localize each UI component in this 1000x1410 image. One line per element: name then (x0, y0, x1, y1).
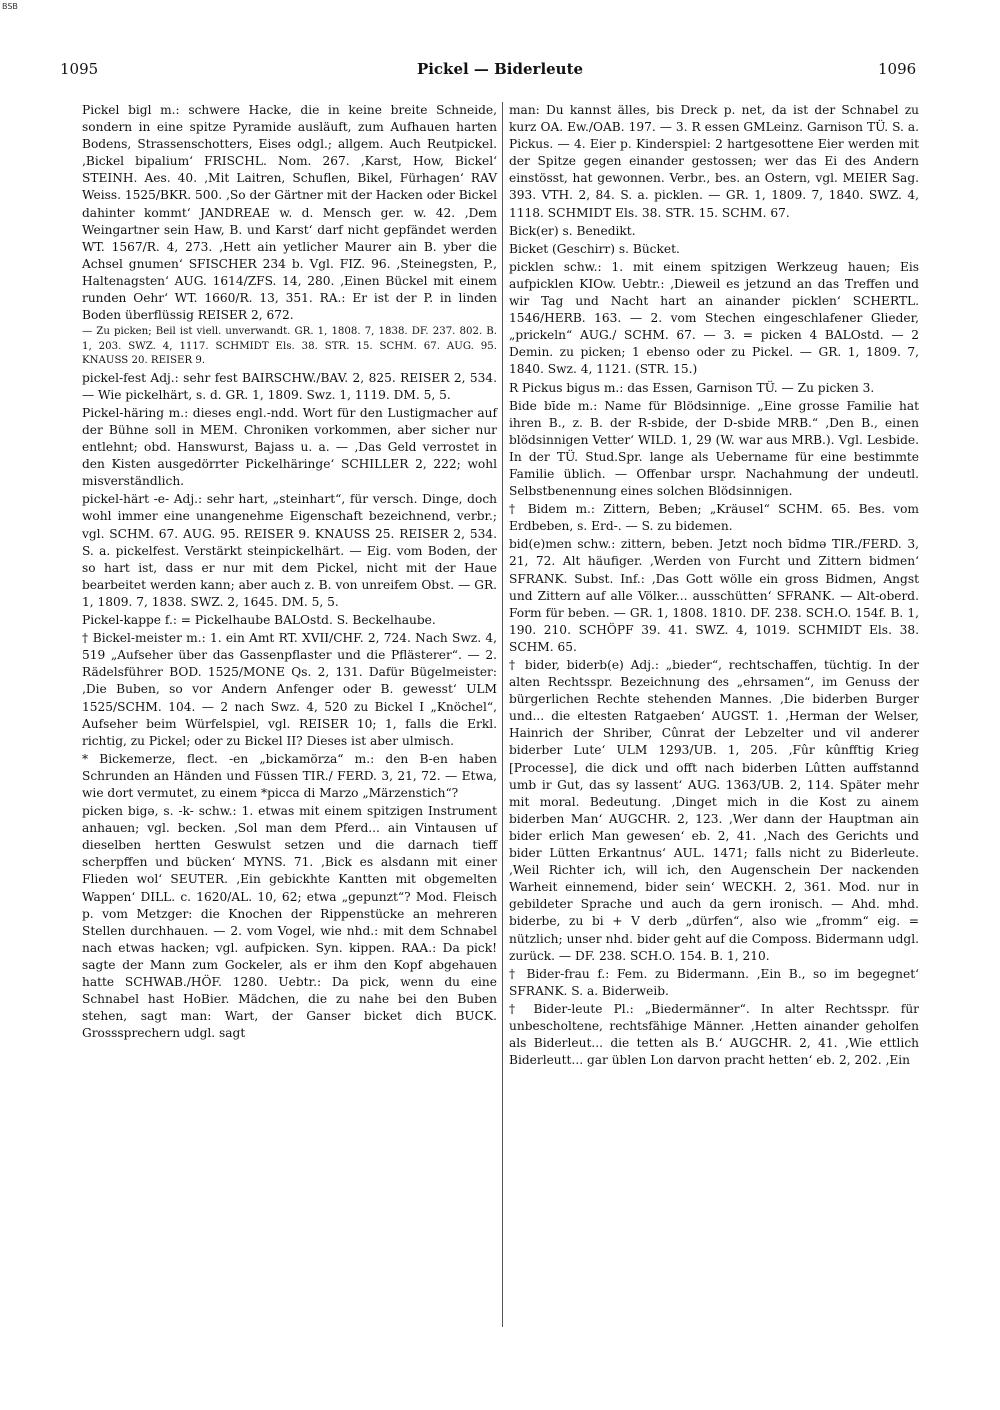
entry-pickel-haering: Pickel-häring m.: dieses engl.-ndd. Wort für den Lustigmacher auf der Bühne soll in MEM. Chroniken vorkommen, aber sicher nur entlehnt; obd. Hanswurst, Bajass u. a. — ‚Das Geld verrostet in den Kisten ausgedörrter Pickelhäringe‘ SCHILLER 2, 222; wohl misverständlich. (82, 405, 497, 489)
entry-bickemerze: * Bickemerze, flect. -en „bickamörza“ m.: den B-en haben Schrunden an Händen und Füssen TIR./ FERD. 3, 21, 72. — Etwa, wie dort vermutet, zu einem *picca di Marzo „Märzenstich“? (82, 751, 497, 800)
left-column (82, 102, 497, 1043)
entry-pickel-fest: pickel-fest Adj.: sehr fest BAIRSCHW./BAV. 2, 825. REISER 2, 534. — Wie pickelhärt, s. d. GR. 1, 1809. Swz. 1, 1119. DM. 5, 5. (82, 370, 497, 402)
entry-bider-frau: † Bider-frau f.: Fem. zu Bidermann. ‚Ein B., so im begegnet‘ SFRANK. S. a. Biderweib. (509, 966, 919, 998)
library-stamp: BSB (2, 2, 18, 11)
entry-picken-continued: man: Du kannst älles, bis Dreck p. net, da ist der Schnabel zu kurz OA. Ew./OAB. 197. — 3. R essen GMLeinz. Garnison TÜ. S. a. Pickus. — 4. Eier p. Kinderspiel: 2 hartgesottene Eier werden mit der Spitze gegen einander gestossen; wer das Ei des Andern einstösst, hat gewonnen. Verbr., bes. an Ostern, vgl. MEIER Sag. 393. VTH. 2, 84. S. a. picklen. — GR. 1, 1809. 7, 1840. SWZ. 4, 1118. SCHMIDT Els. 38. STR. 15. SCHM. 67. (509, 103, 919, 220)
entry-picklen: picklen schw.: 1. mit einem spitzigen Werkzeug hauen; Eis aufpicklen KIOw. Uebtr.: ‚Dieweil es jetzund an das Treffen und wir Tag und Nacht hart an ainander picklen‘ SCHERTL. 1546/HERB. 163. — 2. vom Stechen eingeschlafener Glieder, „prickeln“ AUG./ SCHM. 67. — 3. = picken 4 BALOstd. — 2 Demin. zu picken; 1 ebenso oder zu Pickel. — GR. 1, 1809. 7, 1840. Swz. 4, 1121. (STR. 15.) (509, 259, 919, 377)
entry-picken: picken bigə, s. -k- schw.: 1. etwas mit einem spitzigen Instrument anhauen; vgl. becken. ‚Sol man dem Pferd... ain Vintausen uf dieselben hertten Geswulst setzen und die darnach tieff scherpffen und bücken‘ MYNS. 71. ‚Bick es alsdann mit einer Flieden wol‘ SEUTER. ‚Ein gebickhte Kantten mit obgemelten Wappen‘ DILL. c. 1620/AL. 10, 62; etwa „gepunzt“? Mod. Fleisch p. vom Metzger: die Knochen der Rippenstücke an mehreren Stellen durchhauen. — 2. vom Vogel, wie nhd.: mit dem Schnabel nach etwas hacken; vgl. aufpicken. Syn. kippen. RAA.: Da pick! sagte der Mann zum Gockeler, als er ihm den Kopf abgehauen hatte SCHWAB./HÖF. 1280. Uebtr.: Da pick, wenn du eine Schnabel hast HoBier. Mädchen, die zu nahe bei den Buben stehen, sagt man: Wart, der Ganser bicket dich BUCK. Grosssprechern udgl. sagt (82, 804, 497, 1041)
entry-bide: Bide bīde m.: Name für Blödsinnige. „Eine grosse Familie hat ihren B., z. B. der R-sbide, der D-sbide MRB.“ ‚Den B., einen blödsinnigen Vetter‘ WILD. 1, 29 (W. war aus MRB.). Vgl. Lesbide. In der TÜ. Stud.Spr. lange als Uebername für eine bestimmte Familie üblich. — Offenbar urspr. Nachahmung der undeutl. Selbstbenennung eines solchen Blödsinnigen. (509, 398, 919, 499)
entry-bidem: † Bidem m.: Zittern, Beben; „Kräusel“ SCHM. 65. Bes. vom Erdbeben, s. Erd-. — S. zu bidemen. (509, 502, 919, 534)
page-number-left: 1095 (60, 60, 99, 78)
entry-pickel: Pickel bigl m.: schwere Hacke, die in keine breite Schneide, sondern in eine spitze Pyramide ausläuft, zum Aufhauen harten Bodens, Strassenschotters, Eises odgl.; allgem. Auch Reutpickel. ‚Bickel bipalium‘ FRISCHL. Nom. 267. ‚Karst, How, Bickel‘ STEINH. Aes. 40. ‚Mit Laitren, Schuflen, Bikel, Fürhagen‘ RAV Weiss. 1525/BKR. 500. ‚So der Gärtner mit der Hacken oder Bickel dahinter kommt‘ JANDREAE w. d. Mensch ger. w. 42. ‚Dem Weingartner sein Haw, B. und Karst‘ darf nicht gepfändet werden WT. 1567/R. 4, 273. ‚Hett ain yetlicher Maurer ain B. yber die Achsel gnumen‘ SFISCHER 234 b. Vgl. FIZ. 96. ‚Steinegsten, P., Haltenagsten‘ AUG. 1614/ZFS. 14, 280. ‚Einen Bückel mit einem runden Oehr‘ WT. 1660/R. 13, 351. RA.: Er ist der P. in linden Boden überflüssig REISER 2, 672. (82, 103, 497, 323)
entry-bickel-meister: † Bickel-meister m.: 1. ein Amt RT. XVII/CHF. 2, 724. Nach Swz. 4, 519 „Aufseher über das Gassenpflaster und die Pflästerer“. — 2. Rädelsführer BOD. 1525/MONE Qs. 2, 131. Dafür Bügelmeister: ‚Die Buben, so vor Andern Anfenger oder B. gewesst‘ ULM 1525/SCHM. 104. — 2 nach Swz. 4, 520 zu Bickel I „Knöchel“, Aufseher beim Würfelspiel, vgl. REISER 10; 1, falls die Erkl. richtig, zu Pickel; oder zu Bickel II? Dieses ist aber ulmisch. (82, 631, 497, 748)
page-number-right: 1096 (878, 60, 917, 78)
right-column (509, 102, 919, 1070)
entry-bidemen: bid(e)men schw.: zittern, beben. Jetzt noch bīdmə TIR./FERD. 3, 21, 72. Alt häufiger. ‚Werden von Furcht und Zittern bidmen‘ SFRANK. Subst. Inf.: ‚Das Gott wölle ein gross Bidmen, Angst und Zittern auf alle Völker... ausschütten‘ SFRANK. — Alt-oberd. Form für beben. — GR. 1, 1808. 1810. DF. 238. SCH.O. 154f. B. 1, 190. 210. SCHÖPF 39. 41. SWZ. 4, 1019. SCHMIDT Els. 38. SCHM. 65. (509, 537, 919, 654)
entry-pickel-haert: pickel-härt -e- Adj.: sehr hart, „steinhart“, für versch. Dinge, doch wohl immer eine unangenehme Eigenschaft bezeichnend, verbr.; vgl. SCHM. 67. AUG. 95. REISER 9. KNAUSS 25. REISER 2, 534. S. a. pickelfest. Verstärkt steinpickelhärt. — Eig. vom Boden, der so hart ist, dass er nur mit dem Pickel, nicht mit der Haue bearbeitet werden kann; aber auch z. B. von unreifem Obst. — GR. 1, 1809. 7, 1838. SWZ. 2, 1645. DM. 5, 5. (82, 492, 497, 609)
entry-pickus: R Pickus bigus m.: das Essen, Garnison TÜ. — Zu picken 3. (509, 380, 875, 395)
entry-pickel-etymology: — Zu picken; Beil ist viell. unverwandt. GR. 1, 1808. 7, 1838. DF. 237. 802. B. 1, 203. SWZ. 4, 1117. SCHMIDT Els. 38. STR. 15. SCHM. 67. AUG. 95. KNAUSS 20. REISER 9. (82, 326, 497, 367)
entry-pickel-kappe: Pickel-kappe f.: = Pickelhaube BALOstd. S. Beckelhaube. (82, 613, 436, 628)
running-title: Pickel — Biderleute (416, 60, 584, 78)
column-divider (502, 102, 503, 1327)
entry-bicket: Bicket (Geschirr) s. Bücket. (509, 241, 680, 256)
entry-bicker: Bick(er) s. Benedikt. (509, 223, 636, 238)
entry-bider-leute: † Bider-leute Pl.: „Biedermänner“. In alter Rechtsspr. für unbescholtene, rechtsfähige Männer. ‚Hetten ainander geholfen als Biderleut... die tetten als B.‘ AUGCHR. 2, 41. ‚Wie ettlich Biderleutt... gar üblen Lon darvon pracht hetten‘ eb. 2, 202. ‚Ein (509, 1001, 919, 1068)
entry-bider: † bider, biderb(e) Adj.: „bieder“, rechtschaffen, tüchtig. In der alten Rechtsspr. Bezeichnung des „ehrsamen“, im Genuss der bürgerlichen Rechte stehenden Mannes. ‚Die biderben Burger und... die eltesten Ratgaeben‘ AUGST. 1. ‚Herman der Welser, Hainrich der Shriber, Cûnrat der Lebzelter und vil anderer biderber Lute‘ ULM 1293/UB. 1, 205. ‚Fûr kûnfftig Krieg [Processe], die dick und offt nach biderben Lûtten auffstannd umb ir Gut, das sy lassent‘ AUG. 1363/UB. 2, 114. Später mehr mit moral. Bedeutung. ‚Dinget mich in die Kost zu ainem biderben Man‘ AUGCHR. 2, 123. ‚Wer dann der Hauptman ain bider erlich Man gewesen‘ eb. 2, 41. ‚Nach des Gerichts und bider Lütten Erkantnus‘ AUL. 1471; falls nicht zu Biderleute. ‚Weil Richter ich, will ich, den Augenschein Der nackenden Warheit einnemend, bider sein‘ WECKH. 2, 361. Mod. nur in gebildeter Sprache und auch da gern ironisch. — Ahd. mhd. biderbe, zu bi + V derb „dürfen“, also wie „fromm“ eig. = nützlich; unser nhd. bider geht auf die Composs. Bidermann udgl. zurück. — DF. 238. SCH.O. 154. B. 1, 210. (509, 658, 919, 963)
